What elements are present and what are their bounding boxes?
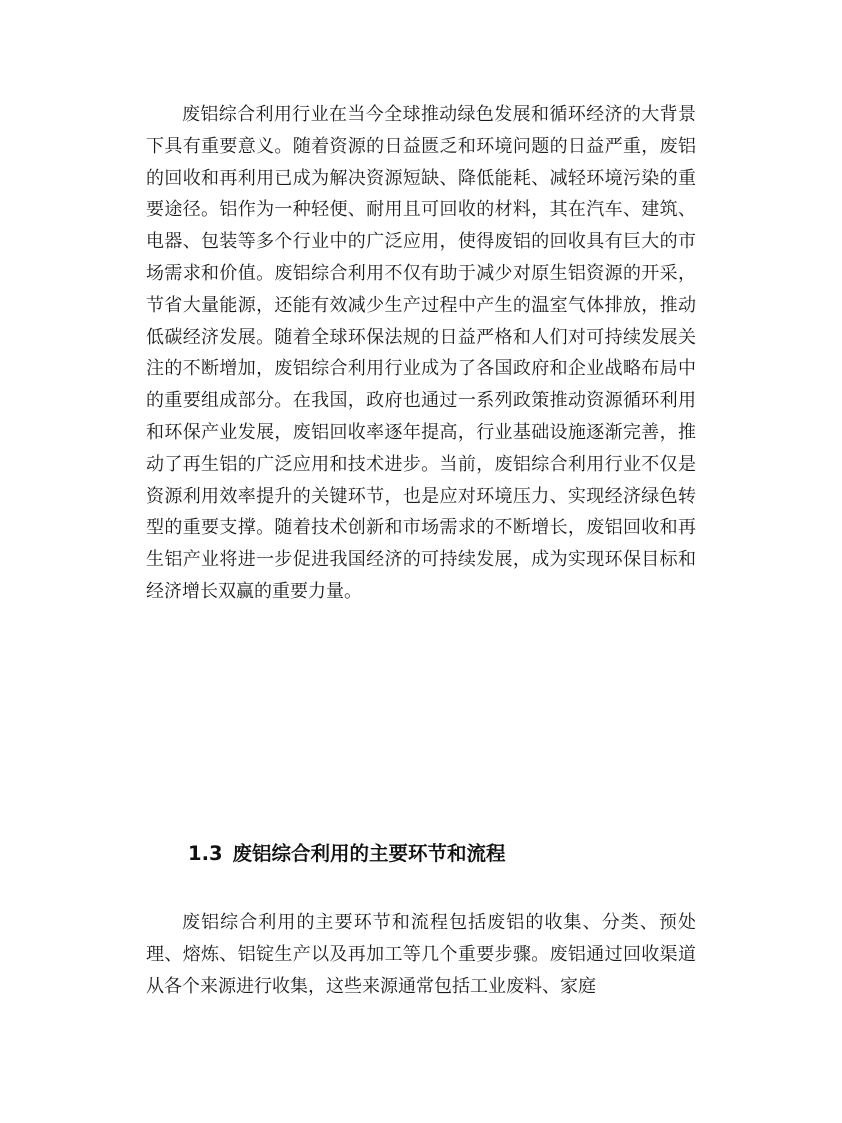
section-number: 1.3 (188, 842, 223, 865)
section-title: 废铝综合利用的主要环节和流程 (232, 842, 506, 865)
body-paragraph: 废铝综合利用行业在当今全球推动绿色发展和循环经济的大背景下具有重要意义。随着资源的日益匮乏和环境问题的日益严重，废铝的回收和再利用已成为解决资源短缺、降低能耗、减轻环境污染的重要途径。铝作为一种轻便、耐用且可回收的材料，其在汽车、建筑、电器、包装等多个行业中的广泛应用，使得废铝的回收具有巨大的市场需求和价值。废铝综合利用不仅有助于减少对原生铝资源的开采，节省大量能源，还能有效减少生产过程中产生的温室气体排放，推动低碳经济发展。随着全球环保法规的日益严格和人们对可持续发展关注的不断增加，废铝综合利用行业成为了各国政府和企业战略布局中的重要组成部分。在我国，政府也通过一系列政策推动资源循环利用和环保产业发展，废铝回收率逐年提高，行业基础设施逐渐完善，推动了再生铝的广泛应用和技术进步。当前，废铝综合利用行业不仅是资源利用效率提升的关键环节，也是应对环境压力、实现经济绿色转型的重要支撑。随着技术创新和市场需求的不断增长，废铝回收和再生铝产业将进一步促进我国经济的可持续发展，成为实现环保目标和经济增长双赢的重要力量。 (146, 104, 696, 602)
section-heading (188, 838, 506, 866)
body-paragraph: 废铝综合利用的主要环节和流程包括废铝的收集、分类、预处理、熔炼、铝锭生产以及再加工等几个重要步骤。废铝通过回收渠道从各个来源进行收集，这些来源通常包括工业废料、家庭 (146, 912, 696, 997)
